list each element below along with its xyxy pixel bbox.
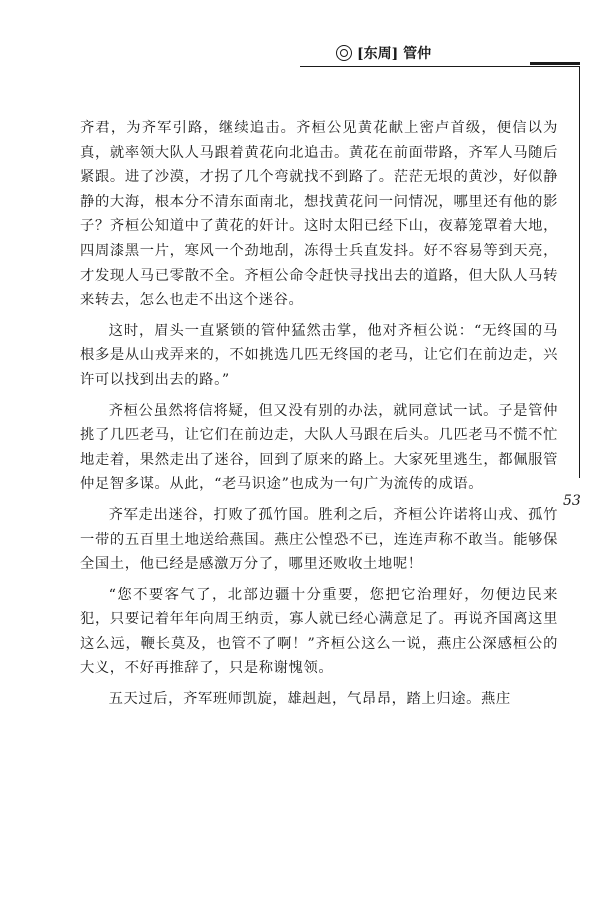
page-number: 53 bbox=[563, 493, 581, 509]
margin-rule bbox=[579, 66, 580, 478]
paragraph: 五天过后，齐军班师凯旋，雄赳赳，气昂昂，踏上归途。燕庄 bbox=[108, 691, 511, 708]
running-header bbox=[336, 40, 516, 66]
header-bar bbox=[530, 62, 580, 65]
paragraph: 齐军走出迷谷，打败了孤竹国。胜利之后，齐桓公许诺将山戎、孤竹一带的五百里土地送给燕国。燕庄公惶恐不已，连连声称不敢当。能够保全国土，他已经是感激万分了，哪里还败收土地呢！ bbox=[80, 506, 558, 573]
paragraph: 齐桓公虽然将信将疑，但又没有别的办法，就同意试一试。子是管仲挑了几匹老马，让它们在前边走，大队人马跟在后头。几匹老马不慌不忙地走着，果然走出了迷谷，回到了原来的路上。大家死里逃生，都佩服管仲足智多谋。从此，“老马识途”也成为一句广为流传的成语。 bbox=[80, 402, 558, 493]
paragraph: “您不要客气了，北部边疆十分重要，您把它治理好，勿便边民来犯，只要记着年年向周王纳贡，寡人就已经心满意足了。再说齐国离这里这么远，鞭长莫及，也管不了啊！”齐桓公这么一说，燕庄公深感桓公的大义，不好再推辞了，只是称谢愧领。 bbox=[80, 586, 558, 677]
header-title: [东周] 管仲 bbox=[357, 46, 432, 62]
paragraph: 齐君，为齐军引路，继续追击。齐桓公见黄花献上密卢首级，便信以为真，就率领大队人马跟着黄花向北追击。黄花在前面带路，齐军人马随后紧跟。进了沙漠，才拐了几个弯就找不到路了。茫茫无垠的黄沙，好似静静的大海，根本分不清东面南北，想找黄花问一问情况，哪里还有他的影子？齐桓公知道中了黄花的奸计。这时太阳已经下山，夜幕笼罩着大地，四周漆黑一片，寒风一个劲地刮，冻得士兵直发抖。好不容易等到天亮，才发现人马已零散不全。齐桓公命令赶快寻找出去的道路，但大队人马转来转去，怎么也走不出这个迷谷。 bbox=[80, 120, 558, 309]
body-text bbox=[80, 116, 558, 718]
header-divider bbox=[300, 66, 580, 67]
circle-mark-icon bbox=[336, 45, 352, 61]
paragraph: 这时，眉头一直紧锁的管仲猛然击掌，他对齐桓公说：“无终国的马根多是从山戎弄来的，不如挑选几匹无终国的老马，让它们在前边走，兴许可以找到出去的路。” bbox=[80, 322, 558, 388]
